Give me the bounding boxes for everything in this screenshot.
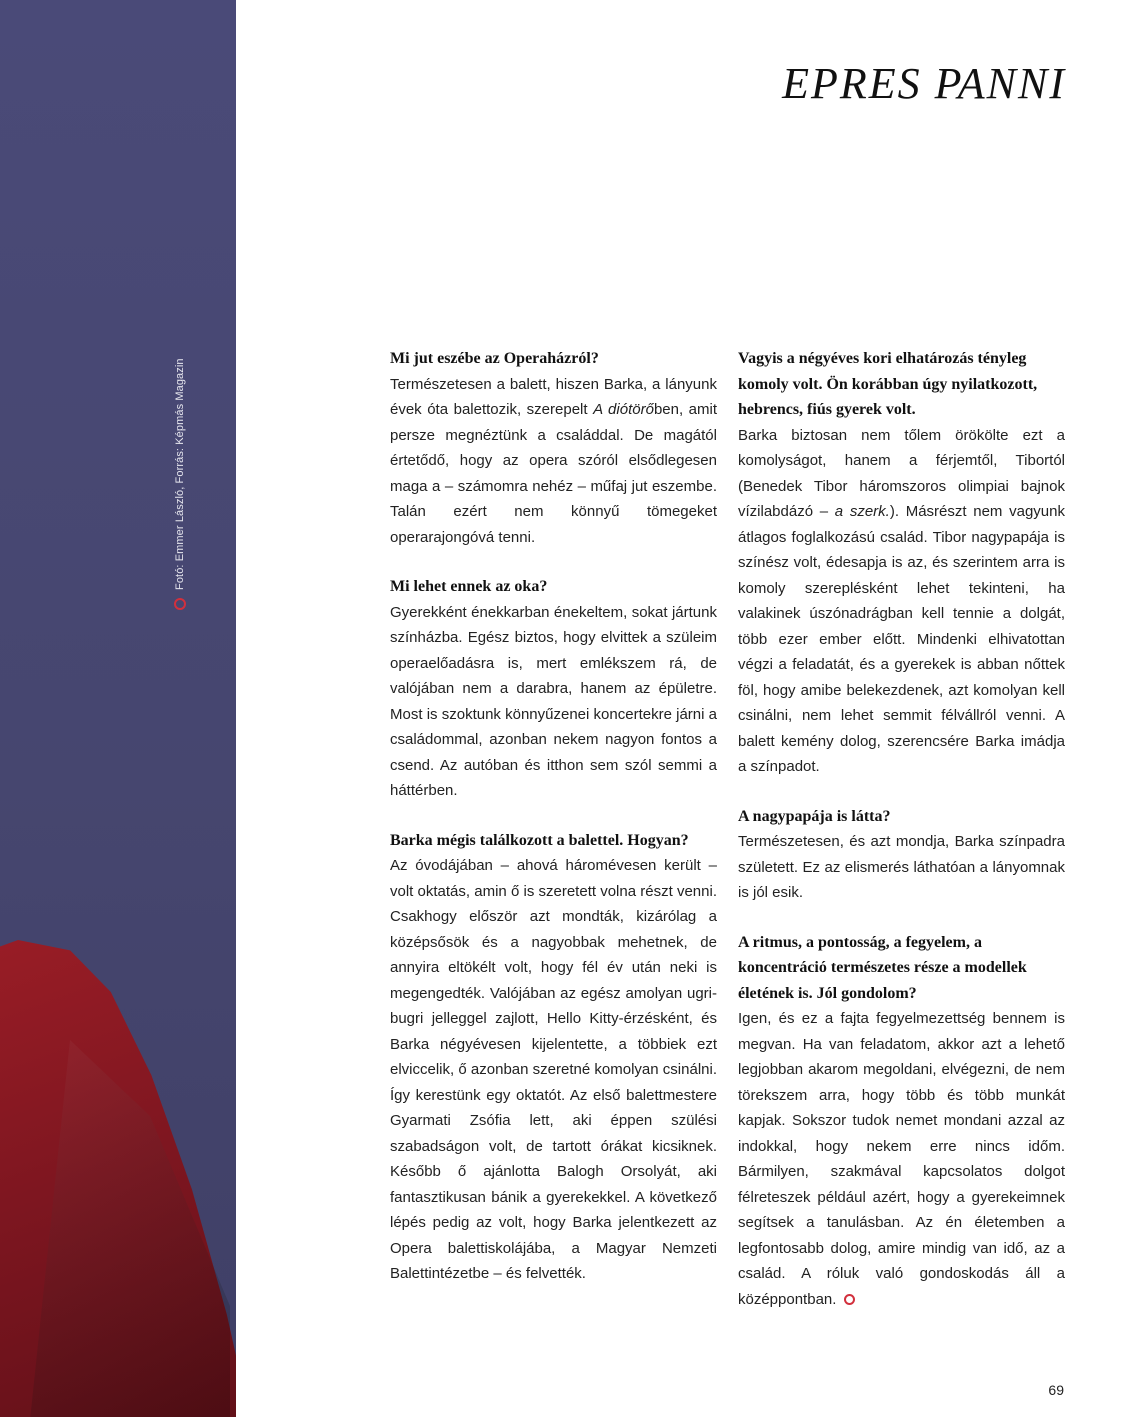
interview-answer: Gyerekként énekkarban énekeltem, sokat jártunk színházba. Egész biztos, hogy elvittek a szüleim operaelőadásra is, mert emlékszem rá, de valójában nem a darabra, hanem az épületre. Most is szoktunk könnyűzenei koncertekre járni a családommal, azonban nekem nagyon fontos a csend. Az autóban és itthon sem szól semmi a háttérben. — [390, 603, 717, 799]
photo-credit — [174, 358, 186, 610]
interview-question: Mi lehet ennek az oka? — [390, 578, 548, 595]
interview-question: A ritmus, a pontosság, a fegyelem, a koncentráció természetes része a modellek életének is. Jól gondolom? — [738, 933, 1027, 1002]
page-title: EPRES PANNI — [782, 59, 1066, 108]
answer-text: ben, amit persze megnéztünk a családdal. De magától értetődő, hogy az opera szóról elsődlegesen maga a – számomra nehéz – műfaj jut eszembe. Talán ezért nem könnyű tömegeket operarajongóvá tenni. — [390, 401, 718, 546]
right-column — [738, 346, 1065, 1336]
photo-strip — [0, 0, 236, 1417]
photo-credit-text: Fotó: Emmer László, Forrás: Képmás Magazin — [174, 358, 186, 590]
qa-block — [390, 828, 717, 1287]
interview-question: Barka mégis találkozott a balettel. Hogyan? — [390, 831, 689, 849]
answer-text: Természetesen a balett, hiszen Barka, a lányunk évek óta balettozik, szerepelt — [390, 375, 717, 418]
answer-text: Igen, és ez a fajta fegyelmezettség bennem is megvan. Ha van feladatom, akkor azt a lehető legjobban akarom megoldani, elvégezni, de nem törekszem arra, hogy több és több munkát kapjak. Sokszor tudok nemet mondani azzal az indokkal, hogy nekem erre nincs időm. Bármilyen, szakmával kapcsolatos dolgot félreteszek például azért, hogy a gyerekeimnek segítsek a tanulásban. Az én életemben a legfontosabb dolog, amire mindig van idő, az a család. A róluk való gondoskodás áll a középpontban. — [738, 1010, 1065, 1308]
interview-question: A nagypapája is látta? — [738, 807, 891, 825]
interview-question: Mi jut eszébe az Operaházról? — [390, 350, 599, 367]
answer-text: Barka biztosan nem tőlem örökölte ezt a komolyságot, hanem a férjemtől, Tibortól (Benedek Tibor háromszoros olimpiai bajnok vízilabdázó – — [738, 426, 1065, 520]
left-column — [390, 346, 717, 1311]
qa-block — [738, 346, 1065, 780]
interview-answer — [738, 1006, 1065, 1312]
end-ring-icon — [844, 1294, 855, 1305]
interview-answer: Az óvodájában – ahová háromévesen került – volt oktatás, amin ő is szeretett volna részt venni. Csakhogy először azt mondták, kizárólag a középsősök és a nagyobbak mehetnek, de annyira eltökélt volt, hogy fél év után neki is megengedték. Valójában az egész amolyan ugri-bugri jelleggel zajlott, Hello Kitty-érzésként, és Barka négyévesen kijelentette, a többiek ezt elviccelik, ő azonban szeretné komolyan csinálni. Így kerestünk egy oktatót. Az első balettmestere Gyarmati Zsófia lett, aki éppen szülési szabadságon volt, de tartott órákat kicsiknek. Később ő ajánlotta Balogh Orsolyát, aki fantasztikusan bánik a gyerekekkel. A következő lépés pedig az volt, hogy Barka jelentkezett az Opera balettiskolájába, a Magyar Nemzeti Balettintézetbe – és felvették. — [390, 857, 717, 1282]
qa-block — [390, 574, 717, 804]
interview-question: Vagyis a négyéves kori elhatározás tényleg komoly volt. Ön korábban úgy nyilatkozott, hebrencs, fiús gyerek volt. — [738, 350, 1038, 418]
qa-block — [390, 346, 717, 550]
page-number: 69 — [1048, 1382, 1064, 1398]
interview-answer: Természetesen, és azt mondja, Barka színpadra született. Ez az elismerés láthatóan a lányomnak is jól esik. — [738, 833, 1065, 901]
qa-block — [738, 804, 1065, 906]
ring-icon — [174, 598, 186, 610]
qa-block — [738, 930, 1065, 1313]
interview-answer — [390, 372, 717, 551]
answer-title-italic: A diótörő — [593, 401, 654, 418]
answer-text: ). Másrészt nem vagyunk átlagos foglalkozású család. Tibor nagypapája is színész volt, édesapja is az, és szerintem arra is komoly szereplésként lehet tekinteni, ha valakinek úszónadrágban kell tennie a dolgát, több ezer ember előtt. Mindenki elhivatottan végzi a feladatát, és a gyerekek is abban nőttek föl, hogy amibe belekezdenek, azt komolyan kell csinálni, nem lehet semmit félvállról venni. A balett kemény dolog, szerencsére Barka imádja a színpadot. — [738, 503, 1065, 775]
editor-note-italic: a szerk. — [834, 503, 890, 520]
interview-answer — [738, 423, 1065, 780]
